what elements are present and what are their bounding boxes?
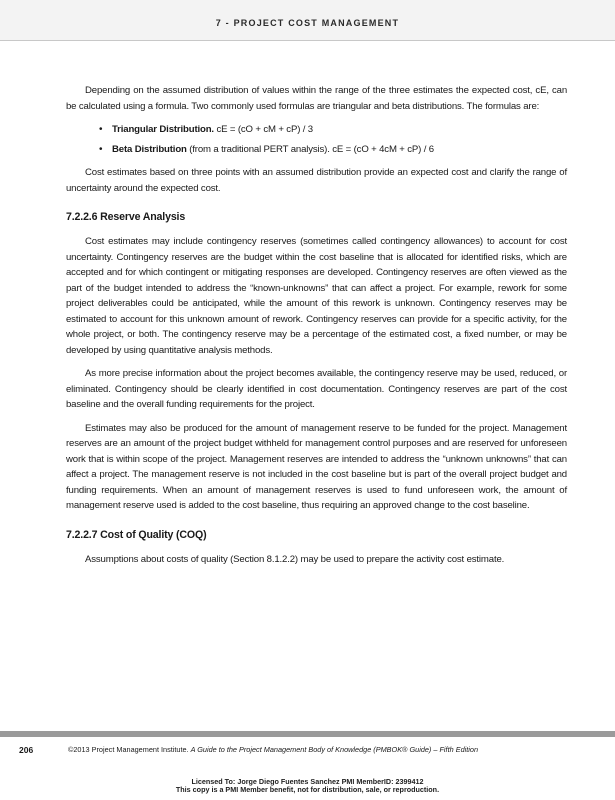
license-watermark — [0, 778, 615, 794]
copyright-prefix: ©2013 Project Management Institute. — [68, 745, 191, 754]
license-line: This copy is a PMI Member benefit, not for distribution, sale, or reproduction. — [175, 785, 440, 794]
formula-list — [66, 122, 567, 157]
bullet-icon: • — [99, 124, 103, 135]
reserve-paragraph: As more precise information about the project becomes available, the contingency reserve may be used, reduced, or eliminated. Contingency should be clearly identified in cost documentation. Contingency reserves are part of the cost baseline and the overall funding requirements for the project. — [66, 368, 567, 410]
reserve-paragraph: Cost estimates may include contingency reserves (sometimes called contingency allowances) to account for cost uncertainty. Contingency reserves are the budget within the cost baseline that is allocated for identified risks, which are accepted and for which contingent or mitigating responses are developed. Contingency reserves are often viewed as the part of the budget intended to address the “known-unknowns” that can affect a project. For example, rework for some project deliverables could be anticipated, while the amount of this rework is unknown. Contingency reserves may be estimated to account for this unknown amount of rework. Contingency reserves can provide for a specific activity, for the whole project, or both. The contingency reserve may be a percentage of the estimated cost, a fixed number, or may be developed by using quantitative analysis methods. — [66, 236, 567, 356]
list-item — [66, 142, 567, 158]
section-heading-reserve-analysis: 7.2.2.6 Reserve Analysis — [66, 211, 186, 223]
formula-text: cE = (cO + cM + cP) / 3 — [213, 124, 313, 135]
intro-conclusion: Cost estimates based on three points with an assumed distribution provide an expected cost and clarify the range of uncertainty around the expected cost. — [66, 167, 567, 194]
running-header — [0, 0, 615, 41]
license-line: Licensed To: Jorge Diego Fuentes Sanchez PMI MemberID: 2399412 — [191, 777, 424, 786]
intro-paragraph: Depending on the assumed distribution of values within the range of the three estimates the expected cost, cE, can be calculated using a formula. Two commonly used formulas are triangular and beta distributions. The formulas are: — [66, 85, 567, 112]
quality-paragraph: Assumptions about costs of quality (Section 8.1.2.2) may be used to prepare the activity cost estimate. — [85, 553, 505, 565]
list-item — [66, 122, 567, 138]
reserve-paragraph: Estimates may also be produced for the amount of management reserve to be funded for the project. Management reserves are an amount of the project budget withheld for management control purposes and are reserved for unforeseen work that is within scope of the project. Management reserves are intended to address the “unknown unknowns” that can affect a project. The management reserve is not included in the cost baseline but is part of the overall project budget and funding requirements. When an amount of management reserves is used to fund unforeseen work, the amount of management reserve used is added to the cost baseline, thus requiring an approved change to the cost baseline. — [66, 422, 567, 511]
formula-name: Triangular Distribution. — [112, 124, 214, 135]
formula-name: Beta Distribution — [112, 143, 187, 155]
bullet-icon: • — [99, 143, 103, 155]
chapter-title: 7 - PROJECT COST MANAGEMENT — [215, 18, 400, 28]
formula-text: (from a traditional PERT analysis). cE = (cO + 4cM + cP) / 6 — [186, 143, 434, 155]
book-title: A Guide to the Project Management Body of Knowledge (PMBOK® Guide) – Fifth Edition — [190, 745, 479, 754]
copyright-notice — [68, 745, 478, 754]
footer-rule — [0, 731, 615, 737]
page-body — [66, 83, 567, 575]
page-number: 206 — [19, 745, 34, 755]
section-heading-cost-of-quality: 7.2.2.7 Cost of Quality (COQ) — [66, 528, 207, 541]
